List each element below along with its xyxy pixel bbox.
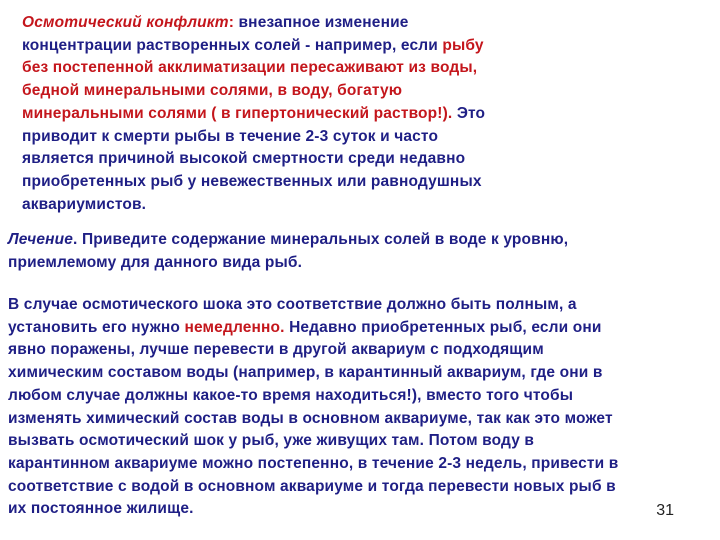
text-line	[8, 229, 708, 252]
text-line: приемлемому для данного вида рыб.	[8, 253, 303, 271]
page-number: 31	[656, 502, 674, 519]
text-line: вызвать осмотический шок у рыб, уже живущих там. Потом воду в	[8, 432, 535, 450]
text-run: . Приведите содержание минеральных солей в воде к уровню,	[73, 231, 569, 248]
term-colon: :	[228, 14, 235, 31]
osmotic-conflict-paragraph	[22, 12, 622, 216]
text-run: внезапное изменение	[234, 14, 409, 31]
text-line	[22, 12, 622, 35]
term-osmotic-conflict: Осмотический конфликт	[22, 14, 229, 31]
text-run: Это	[452, 104, 486, 122]
text-line	[22, 103, 622, 126]
text-line: изменять химический состав воды в основном аквариуме, так как это может	[8, 409, 613, 427]
text-line: аквариумистов.	[22, 195, 147, 213]
text-line: является причиной высокой смертности среди недавно	[22, 150, 466, 168]
text-line	[8, 317, 708, 340]
treatment-paragraph	[8, 229, 708, 274]
text-line: приобретенных рыб у невежественных или равнодушных	[22, 172, 482, 190]
highlight-run: минеральными солями ( в гипертонический раствор!).	[22, 104, 453, 122]
text-line: их постоянное жилище.	[8, 500, 194, 518]
term-treatment: Лечение	[8, 231, 74, 248]
text-line: В случае осмотического шока это соответствие должно быть полным, а	[8, 296, 577, 313]
text-line: химическим составом воды (например, в карантинный аквариум, где они в	[8, 364, 603, 382]
text-line: любом случае должны какое-то время находиться!), вместо того чтобы	[8, 386, 574, 404]
highlight-run: рыбу	[442, 36, 484, 54]
text-run: концентрации растворенных солей - например, если	[22, 36, 443, 54]
highlight-run: немедленно.	[184, 318, 285, 336]
text-line: соответствие с водой в основном аквариуме и тогда перевести новых рыб в	[8, 477, 616, 495]
highlight-line: без постепенной акклиматизации пересаживают из воды,	[22, 59, 478, 77]
text-line	[22, 35, 622, 58]
text-line: карантинном аквариуме можно постепенно, в течение 2-3 недель, привести в	[8, 454, 619, 472]
text-run: установить его нужно	[8, 318, 185, 336]
osmotic-shock-paragraph	[8, 294, 708, 521]
text-line: приводит к смерти рыбы в течение 2-3 суток и часто	[22, 127, 439, 145]
highlight-line: бедной минеральными солями, в воду, богатую	[22, 82, 403, 100]
text-run: Недавно приобретенных рыб, если они	[284, 318, 602, 336]
text-line: явно поражены, лучше перевести в другой аквариум с подходящим	[8, 341, 544, 359]
